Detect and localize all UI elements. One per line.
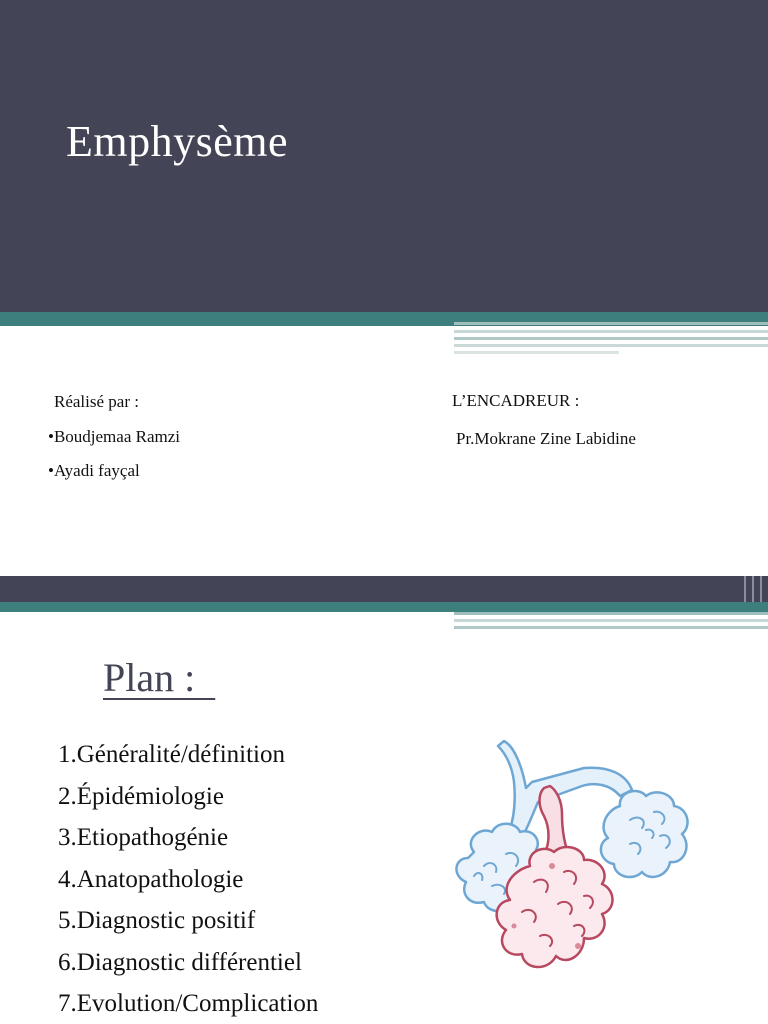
plan-item: 5.Diagnostic positif bbox=[58, 907, 256, 934]
plan-item: 7.Evolution/Complication bbox=[58, 990, 319, 1017]
plan-item: 2.Épidémiologie bbox=[58, 782, 224, 810]
author-name: •Ayadi fayçal bbox=[48, 461, 140, 480]
header-band bbox=[0, 576, 768, 602]
plan-list bbox=[58, 734, 318, 1024]
plan-item: 3.Etiopathogénie bbox=[58, 824, 229, 851]
presentation-title: Emphysème bbox=[66, 117, 289, 166]
supervisor-name: Pr.Mokrane Zine Labidine bbox=[456, 429, 636, 448]
realise-par-label: Réalisé par : bbox=[54, 392, 139, 411]
plan-item: 6.Diagnostic différentiel bbox=[58, 948, 302, 976]
plan-item: 1.Généralité/définition bbox=[58, 741, 286, 768]
plan-title: Plan : bbox=[103, 655, 216, 700]
author-name: •Boudjemaa Ramzi bbox=[48, 427, 180, 446]
plan-slide bbox=[0, 576, 768, 1024]
supervisor-label: L’ENCADREUR : bbox=[452, 391, 580, 410]
header-teal-band bbox=[0, 602, 768, 612]
lung-alveoli-icon bbox=[434, 736, 704, 1006]
plan-item: 4.Anatopathologie bbox=[58, 865, 244, 893]
